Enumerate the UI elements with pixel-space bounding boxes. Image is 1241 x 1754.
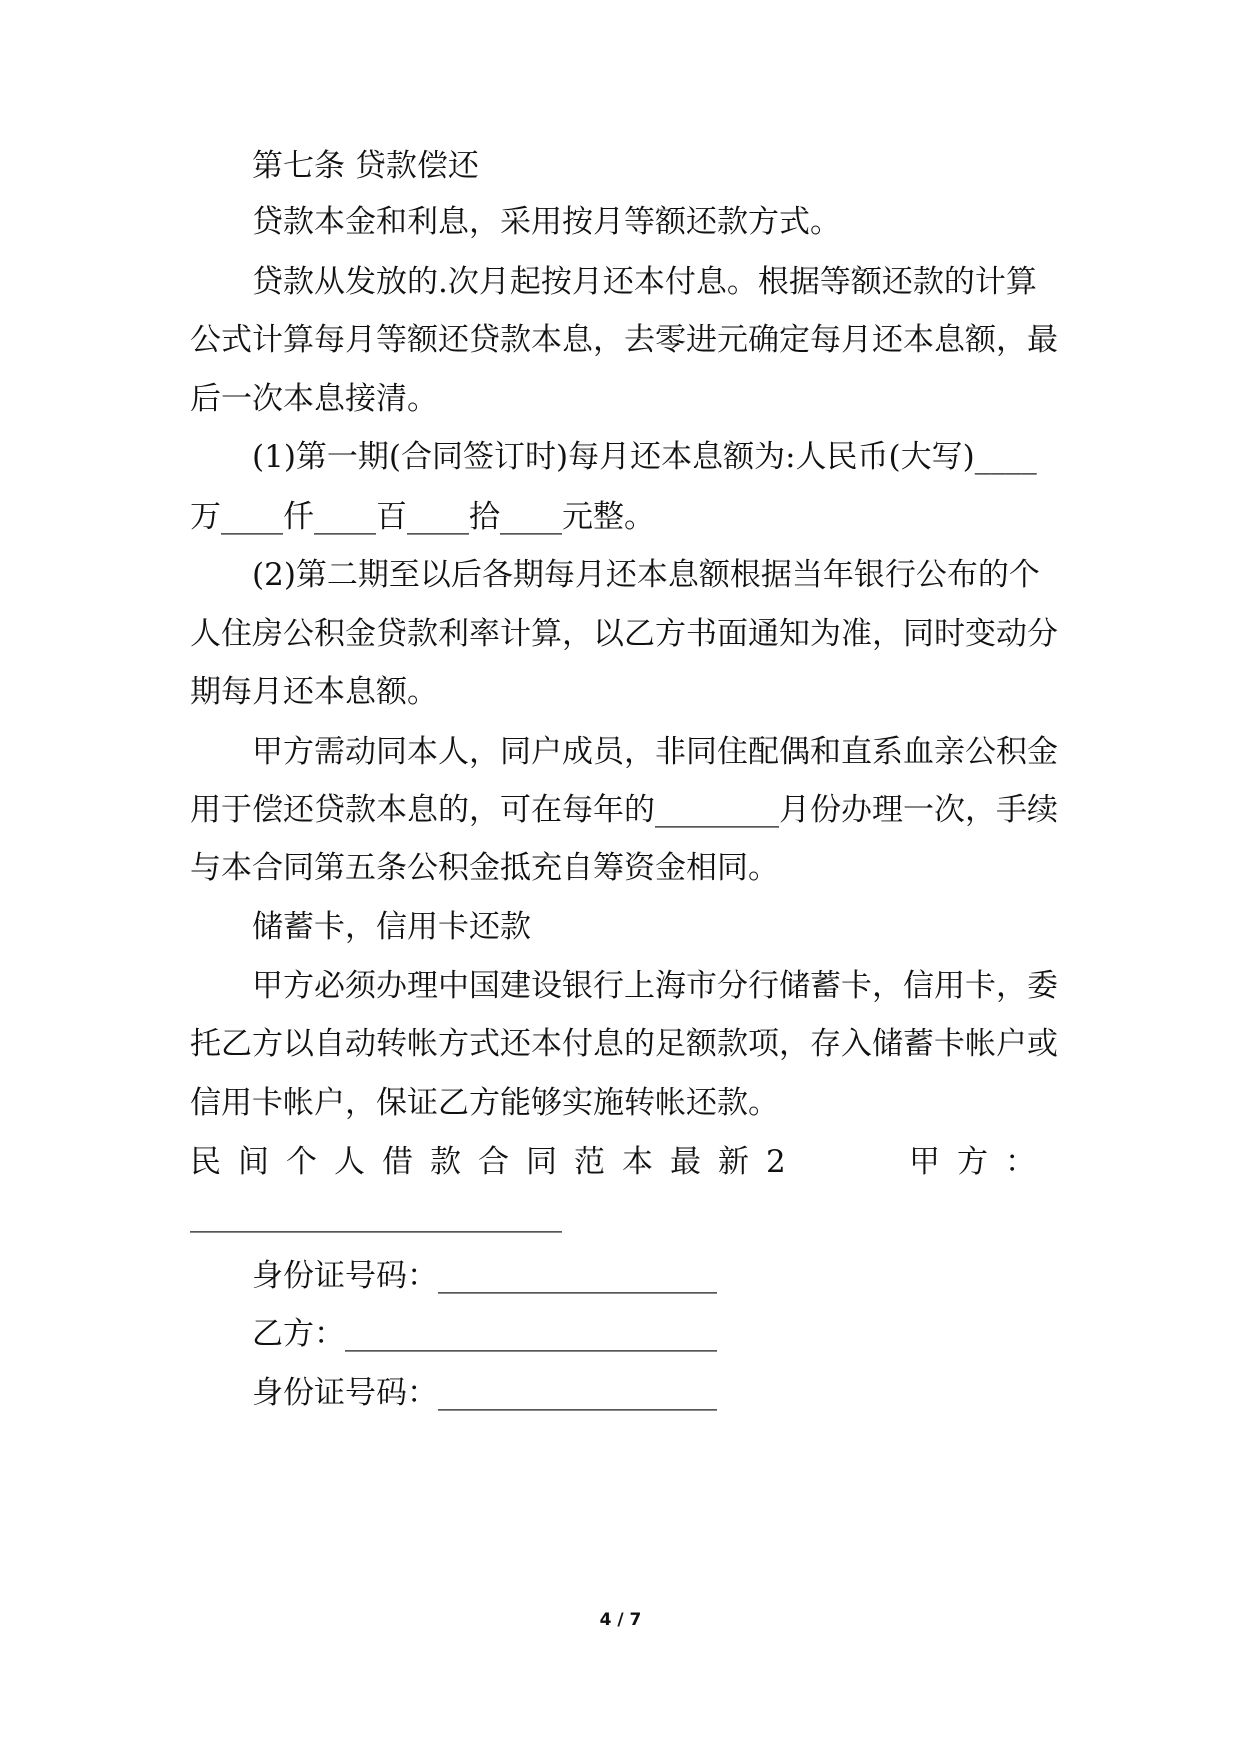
paragraph-line: 信用卡帐户，保证乙方能够实施转帐还款。 (190, 1085, 779, 1121)
party-b-id-line: 身份证号码：__________________ (252, 1375, 717, 1411)
page-number: 4 / 7 (599, 1610, 642, 1630)
paragraph-line: 甲方必须办理中国建设银行上海市分行储蓄卡，信用卡，委 (252, 968, 1058, 1004)
paragraph-line: 期每月还本息额。 (190, 674, 438, 710)
paragraph-line: 贷款从发放的.次月起按月还本付息。根据等额还款的计算 (252, 264, 1037, 300)
article-heading: 第七条 贷款偿还 (252, 148, 479, 184)
paragraph-line: 万____仟____百____拾____元整。 (190, 499, 655, 535)
party-a-id-line: 身份证号码：__________________ (252, 1258, 717, 1294)
party-a-blank: ________________________ (190, 1197, 562, 1233)
party-b-line: 乙方：________________________ (252, 1316, 717, 1352)
paragraph-line: 托乙方以自动转帐方式还本付息的足额款项，存入储蓄卡帐户或 (190, 1026, 1058, 1062)
paragraph-line: 后一次本息接清。 (190, 381, 438, 417)
paragraph-line: 贷款本金和利息，采用按月等额还款方式。 (252, 204, 841, 240)
party-a-label: 甲方： (909, 1144, 1053, 1180)
paragraph-line: (1)第一期(合同签订时)每月还本息额为:人民币(大写)____ (252, 439, 1037, 475)
paragraph-line: 用于偿还贷款本息的，可在每年的________月份办理一次，手续 (190, 792, 1058, 828)
signature-title-line (190, 1142, 1053, 1182)
paragraph-line: 与本合同第五条公积金抵充自筹资金相同。 (190, 850, 779, 886)
paragraph-line: (2)第二期至以后各期每月还本息额根据当年银行公布的个 (252, 557, 1040, 593)
paragraph-line: 甲方需动同本人，同户成员，非同住配偶和直系血亲公积金 (252, 734, 1058, 770)
paragraph-line: 人住房公积金贷款利率计算，以乙方书面通知为准，同时变动分 (190, 616, 1058, 652)
contract-title: 民间个人借款合同范本最新2 (190, 1144, 803, 1180)
section-heading: 储蓄卡，信用卡还款 (252, 909, 531, 945)
paragraph-line: 公式计算每月等额还贷款本息，去零进元确定每月还本息额，最 (190, 322, 1058, 358)
